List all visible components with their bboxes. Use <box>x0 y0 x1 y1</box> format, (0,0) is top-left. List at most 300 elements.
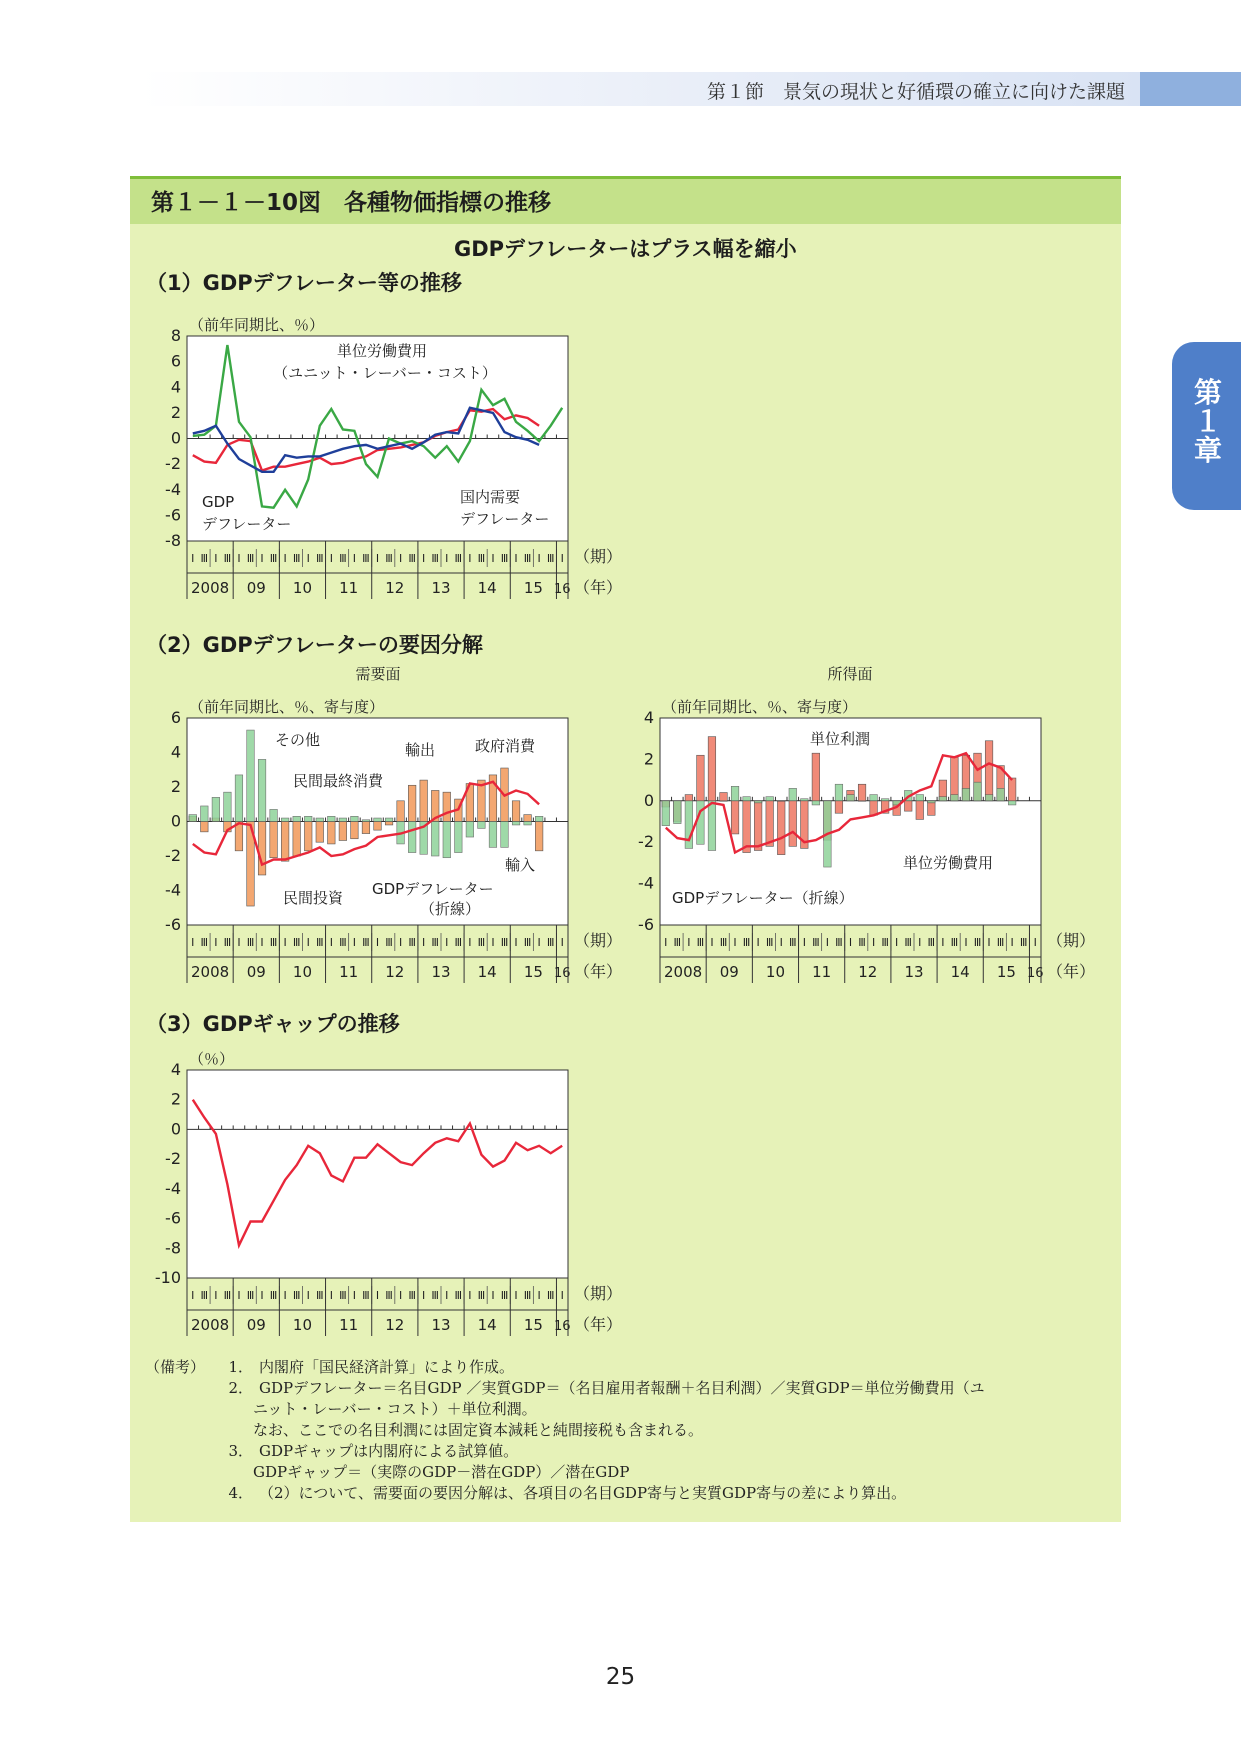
quarter-label: Ⅲ <box>719 936 728 949</box>
demand-bar-a <box>443 792 451 821</box>
quarter-label: Ⅲ <box>523 1289 532 1302</box>
quarter-label: Ⅲ <box>523 552 532 565</box>
quarter-label: Ⅰ <box>491 1289 495 1302</box>
y-tick-label: 2 <box>170 777 181 796</box>
quarter-label: Ⅰ <box>306 552 310 565</box>
year-label: 11 <box>812 963 832 981</box>
figure-subtitle: GDPデフレーターはプラス幅を縮小 <box>454 237 797 261</box>
demand-bar-b <box>443 822 451 858</box>
quarter-label: Ⅰ <box>375 552 380 565</box>
y-tick-label: -2 <box>165 1149 181 1169</box>
period-label: （期） <box>574 547 623 566</box>
demand-bar-a <box>258 822 266 875</box>
quarter-label: Ⅰ <box>445 1289 449 1302</box>
year-label: 09 <box>719 963 739 981</box>
annotation-gdp-sub: デフレーター <box>202 515 292 533</box>
year-label: 16 <box>553 966 571 981</box>
quarter-label: Ⅰ <box>283 936 287 949</box>
quarter-label: Ⅰ <box>514 552 518 565</box>
quarter-label: Ⅰ <box>895 936 899 949</box>
y-tick-label: -6 <box>165 505 181 525</box>
year-label: 14 <box>477 579 497 597</box>
quarter-label: Ⅲ <box>339 552 347 565</box>
income-bar-b <box>801 799 809 801</box>
demand-bar-b <box>224 792 232 821</box>
quarter-label: Ⅰ <box>964 936 968 949</box>
demand-bar-a <box>524 815 532 822</box>
y-tick-label: -6 <box>165 1208 181 1228</box>
quarter-label: Ⅰ <box>398 936 403 949</box>
quarter-label: Ⅲ <box>881 936 889 949</box>
quarter-label: Ⅲ <box>696 936 705 949</box>
demand-bar-b <box>212 797 220 821</box>
y-tick-label: 0 <box>170 811 181 831</box>
quarter-label: Ⅰ <box>398 1289 403 1302</box>
year-label: 12 <box>858 963 878 981</box>
quarter-label: Ⅲ <box>477 936 486 949</box>
y-tick-label: 4 <box>643 708 654 727</box>
quarter-label: Ⅲ <box>835 936 843 949</box>
demand-bar-b <box>270 809 278 821</box>
demand-bar-a <box>351 822 359 839</box>
y-tick-label: 4 <box>170 742 181 762</box>
quarter-label: Ⅰ <box>468 552 472 565</box>
y-axis-label: （前年同期比、％） <box>189 316 325 334</box>
quarter-label: Ⅲ <box>269 936 278 949</box>
year-label: 15 <box>523 579 543 597</box>
demand-bar-b <box>304 816 312 821</box>
annotation-other: その他 <box>275 731 321 749</box>
quarter-label: Ⅲ <box>431 552 440 565</box>
quarter-label: Ⅲ <box>292 936 301 949</box>
income-bar-b <box>847 795 855 801</box>
demand-bar-a <box>339 822 347 841</box>
quarter-label: Ⅰ <box>260 552 264 565</box>
quarter-label: Ⅲ <box>950 936 959 949</box>
year-label: 16 <box>553 1319 571 1334</box>
demand-bar-b <box>408 822 416 853</box>
annotation-consumption: 民間最終消費 <box>293 772 384 790</box>
y-tick-label: 0 <box>643 790 654 810</box>
note-3 <box>145 1441 985 1462</box>
income-bar-b <box>870 795 878 801</box>
income-bar-a <box>731 801 739 834</box>
income-bar-b <box>858 801 866 802</box>
income-bar-b <box>697 801 705 844</box>
demand-bar-a <box>408 785 416 821</box>
demand-bar-b <box>339 818 347 821</box>
demand-bar-b <box>374 818 382 821</box>
demand-bar-a <box>512 801 520 822</box>
y-tick-label: -8 <box>165 1238 181 1258</box>
income-bar-a <box>985 741 993 801</box>
income-bar-a <box>743 801 751 853</box>
quarter-label: Ⅰ <box>445 552 449 565</box>
demand-bar-b <box>431 822 439 857</box>
quarter-label: Ⅰ <box>491 936 495 949</box>
quarter-label: Ⅲ <box>362 1289 370 1302</box>
quarter-label: Ⅰ <box>560 1289 564 1302</box>
note-number: 2． <box>228 1379 253 1397</box>
quarter-label: Ⅲ <box>454 1289 463 1302</box>
y-tick-label: 2 <box>170 402 181 422</box>
quarter-label: Ⅰ <box>848 936 853 949</box>
note-line: GDPギャップ＝（実際のGDP－潜在GDP）／潜在GDP <box>253 1463 630 1481</box>
year-label: 11 <box>339 579 359 597</box>
figure-title: 第１－１－10図 各種物価指標の推移 <box>151 190 552 216</box>
year-label: 12 <box>385 963 405 981</box>
year-label: 09 <box>246 579 266 597</box>
plot-area <box>187 1070 568 1278</box>
chart2-title: 需要面 <box>355 665 401 683</box>
quarter-label: Ⅲ <box>269 1289 278 1302</box>
year-label: 2008 <box>190 963 230 981</box>
annotation-exports: 輸出 <box>405 741 436 759</box>
annotation-unit-profit: 単位利潤 <box>810 730 871 748</box>
y-tick-label: -6 <box>165 915 181 934</box>
note-line: （2）について、需要面の要因分解は、各項目の名目GDP寄与と実質GDP寄与の差により算出。 <box>259 1484 907 1502</box>
quarter-label: Ⅲ <box>315 552 324 565</box>
quarter-label: Ⅰ <box>375 936 380 949</box>
income-bar-b <box>789 788 797 800</box>
quarter-label: Ⅲ <box>973 936 982 949</box>
period-label: （期） <box>574 1284 623 1303</box>
annotation-ulc: 単位労働費用 <box>336 342 428 360</box>
year-label: 10 <box>292 963 313 981</box>
quarter-label: Ⅰ <box>468 936 472 949</box>
quarter-label: Ⅲ <box>385 1289 393 1302</box>
income-bar-b <box>835 784 843 801</box>
chart3-title: 所得面 <box>827 665 873 683</box>
section3-title: （3）GDPギャップの推移 <box>146 1012 400 1036</box>
year-label: 12 <box>385 579 405 597</box>
year-label: 13 <box>904 963 924 981</box>
quarter-label: Ⅰ <box>445 936 449 949</box>
note-line: GDPギャップは内閣府による試算値。 <box>259 1442 519 1460</box>
quarter-label: Ⅰ <box>825 936 830 949</box>
note-number: 4． <box>228 1484 253 1502</box>
quarter-label: Ⅰ <box>710 936 714 949</box>
quarter-label: Ⅰ <box>491 552 495 565</box>
year-label: 15 <box>523 1316 543 1334</box>
income-bar-b <box>1008 801 1016 805</box>
note-2 <box>145 1378 985 1399</box>
quarter-label: Ⅲ <box>431 936 440 949</box>
quarter-label: Ⅲ <box>362 552 370 565</box>
demand-bar-a <box>304 822 312 851</box>
demand-bar-b <box>524 822 532 825</box>
income-bar-a <box>754 801 762 851</box>
y-tick-label: -6 <box>638 915 654 934</box>
year-label: 2008 <box>190 1316 230 1334</box>
demand-bar-b <box>512 822 520 825</box>
quarter-label: Ⅲ <box>339 1289 347 1302</box>
income-bar-a <box>916 801 924 820</box>
demand-bar-a <box>293 822 301 857</box>
year-label: 2008 <box>190 579 230 597</box>
income-bar-b <box>708 801 716 851</box>
quarter-label: Ⅰ <box>260 936 264 949</box>
y-axis-label: （前年同期比、％、寄与度） <box>662 698 858 716</box>
quarter-label: Ⅰ <box>214 936 218 949</box>
demand-bar-b <box>258 759 266 821</box>
quarter-label: Ⅰ <box>398 552 403 565</box>
year-label: 09 <box>246 963 266 981</box>
y-tick-label: 8 <box>170 326 181 345</box>
section-header: 第１節 景気の現状と好循環の確立に向けた課題 <box>706 81 1125 103</box>
income-bar-b <box>951 795 959 801</box>
quarter-label: Ⅰ <box>918 936 922 949</box>
quarter-label: Ⅰ <box>468 1289 472 1302</box>
quarter-label: Ⅰ <box>214 552 218 565</box>
year-unit-label: （年） <box>574 578 623 597</box>
year-label: 09 <box>246 1316 266 1334</box>
quarter-label: Ⅲ <box>788 936 797 949</box>
quarter-label: Ⅰ <box>306 936 310 949</box>
quarter-label: Ⅲ <box>339 936 347 949</box>
note-1 <box>145 1357 985 1378</box>
demand-bar-b <box>235 775 243 822</box>
quarter-label: Ⅰ <box>802 936 806 949</box>
demand-bar-a <box>535 822 543 851</box>
y-tick-label: -4 <box>638 873 654 893</box>
y-tick-label: 2 <box>170 1089 181 1109</box>
annotation-unit-labor-cost: 単位労働費用 <box>903 854 994 872</box>
demand-bar-b <box>201 806 209 822</box>
quarter-label: Ⅰ <box>733 936 737 949</box>
quarter-label: Ⅰ <box>871 936 876 949</box>
demand-bar-a <box>270 822 278 858</box>
quarter-label: Ⅰ <box>1010 936 1014 949</box>
notes-label: （備考） <box>145 1358 206 1376</box>
income-bar-a <box>685 795 693 801</box>
quarter-label: Ⅲ <box>292 1289 301 1302</box>
annotation-gdp-deflator: GDPデフレーター <box>372 880 494 898</box>
quarter-label: Ⅰ <box>352 936 357 949</box>
quarter-label: Ⅰ <box>306 1289 310 1302</box>
quarter-label: Ⅲ <box>546 1289 555 1302</box>
year-label: 13 <box>431 963 451 981</box>
quarter-label: Ⅲ <box>408 552 416 565</box>
income-bar-b <box>766 797 774 801</box>
chapter-tab-label: 第１章 <box>1193 376 1222 467</box>
annotation-domestic: 国内需要 <box>460 488 521 506</box>
note-line: なお、ここでの名目利潤には固定資本減耗と純間接税も含まれる。 <box>253 1421 704 1439</box>
quarter-label: Ⅰ <box>329 552 333 565</box>
quarter-label: Ⅰ <box>191 552 195 565</box>
quarter-label: Ⅰ <box>352 552 357 565</box>
income-bar-a <box>789 801 797 847</box>
quarter-label: Ⅰ <box>514 936 518 949</box>
quarter-label: Ⅲ <box>812 936 820 949</box>
quarter-label: Ⅲ <box>385 552 393 565</box>
demand-bar-b <box>247 730 255 821</box>
quarter-label: Ⅲ <box>742 936 751 949</box>
quarter-label: Ⅲ <box>200 552 209 565</box>
note-line: 内閣府「国民経済計算」により作成。 <box>259 1358 515 1376</box>
quarter-label: Ⅰ <box>237 1289 241 1302</box>
y-tick-label: 4 <box>170 1060 181 1079</box>
quarter-label: Ⅲ <box>546 936 555 949</box>
income-bar-b <box>881 799 889 801</box>
income-bar-a <box>1008 778 1016 801</box>
y-tick-label: 6 <box>170 351 181 371</box>
quarter-label: Ⅰ <box>1033 936 1037 949</box>
income-bar-a <box>812 753 820 801</box>
quarter-label: Ⅲ <box>385 936 393 949</box>
y-tick-label: -4 <box>165 880 181 900</box>
income-bar-b <box>674 801 682 824</box>
income-bar-b <box>662 801 670 826</box>
income-bar-a <box>835 801 843 813</box>
year-label: 10 <box>292 1316 313 1334</box>
demand-bar-b <box>455 822 463 853</box>
income-bar-a <box>904 801 912 811</box>
annotation-line-note: （折線） <box>420 900 481 918</box>
income-bar-a <box>766 801 774 847</box>
quarter-label: Ⅰ <box>329 936 333 949</box>
demand-bar-b <box>362 820 370 822</box>
demand-bar-a <box>316 822 324 843</box>
income-bar-b <box>754 801 762 803</box>
demand-bar-a <box>420 780 428 821</box>
quarter-label: Ⅰ <box>422 936 426 949</box>
quarter-label: Ⅲ <box>477 552 486 565</box>
quarter-label: Ⅲ <box>477 1289 486 1302</box>
income-bar-a <box>777 801 785 855</box>
quarter-label: Ⅰ <box>687 936 691 949</box>
page-number: 25 <box>605 1664 636 1690</box>
year-label: 14 <box>950 963 970 981</box>
demand-bar-a <box>328 822 336 844</box>
quarter-label: Ⅲ <box>858 936 866 949</box>
quarter-label: Ⅰ <box>560 936 564 949</box>
year-label: 10 <box>292 579 313 597</box>
quarter-label: Ⅰ <box>191 1289 195 1302</box>
demand-bar-a <box>374 822 382 831</box>
quarter-label: Ⅲ <box>500 936 509 949</box>
year-label: 11 <box>339 963 359 981</box>
demand-bar-b <box>478 822 486 829</box>
quarter-label: Ⅲ <box>223 936 232 949</box>
income-bar-a <box>720 793 728 801</box>
year-label: 13 <box>431 579 451 597</box>
y-axis-label: （％） <box>189 1050 235 1068</box>
quarter-label: Ⅲ <box>292 552 301 565</box>
income-bar-b <box>743 797 751 801</box>
quarter-label: Ⅲ <box>246 552 255 565</box>
income-bar-b <box>777 801 785 802</box>
quarter-label: Ⅰ <box>779 936 783 949</box>
y-tick-label: -4 <box>165 479 181 499</box>
year-label: 12 <box>385 1316 405 1334</box>
y-tick-label: -4 <box>165 1178 181 1198</box>
note-number: 1． <box>228 1358 253 1376</box>
note-4 <box>145 1483 985 1504</box>
y-tick-label: -2 <box>638 832 654 852</box>
demand-bar-a <box>385 822 393 825</box>
income-bar-a <box>708 737 716 801</box>
y-tick-label: 6 <box>170 708 181 727</box>
demand-bar-b <box>351 816 359 821</box>
quarter-label: Ⅲ <box>904 936 913 949</box>
demand-bar-a <box>281 822 289 862</box>
demand-bar-b <box>385 818 393 821</box>
income-bar-a <box>951 757 959 800</box>
quarter-label: Ⅲ <box>362 936 370 949</box>
year-label: 14 <box>477 1316 497 1334</box>
quarter-label: Ⅲ <box>454 552 463 565</box>
year-label: 16 <box>1026 966 1044 981</box>
annotation-ulc-sub: （ユニット・レーバー・コスト） <box>273 364 497 382</box>
quarter-label: Ⅰ <box>537 936 541 949</box>
quarter-label: Ⅰ <box>237 552 241 565</box>
income-bar-b <box>985 795 993 801</box>
quarter-label: Ⅲ <box>408 936 416 949</box>
demand-bar-b <box>466 822 474 838</box>
income-bar-b <box>974 782 982 801</box>
quarter-label: Ⅰ <box>352 1289 357 1302</box>
quarter-label: Ⅲ <box>523 936 532 949</box>
quarter-label: Ⅲ <box>315 936 324 949</box>
quarter-label: Ⅲ <box>454 936 463 949</box>
quarter-label: Ⅲ <box>927 936 936 949</box>
income-bar-b <box>812 801 820 805</box>
demand-bar-a <box>362 822 370 834</box>
income-bar-b <box>997 788 1005 800</box>
y-tick-label: 0 <box>170 1119 181 1139</box>
quarter-label: Ⅰ <box>560 552 564 565</box>
y-tick-label: 0 <box>170 428 181 448</box>
annotation-gdp: GDP <box>202 493 235 511</box>
quarter-label: Ⅰ <box>422 552 426 565</box>
year-unit-label: （年） <box>574 1315 623 1334</box>
quarter-label: Ⅲ <box>246 1289 255 1302</box>
quarter-label: Ⅰ <box>987 936 991 949</box>
quarter-label: Ⅲ <box>431 1289 440 1302</box>
annotation-imports: 輸入 <box>505 856 536 874</box>
quarter-label: Ⅰ <box>375 1289 380 1302</box>
demand-bar-b <box>293 816 301 821</box>
quarter-label: Ⅲ <box>315 1289 324 1302</box>
quarter-label: Ⅲ <box>408 1289 416 1302</box>
quarter-label: Ⅰ <box>664 936 668 949</box>
income-bar-b <box>962 788 970 800</box>
demand-bar-a <box>201 822 209 832</box>
quarter-label: Ⅰ <box>214 1289 218 1302</box>
demand-bar-b <box>189 815 197 822</box>
quarter-label: Ⅲ <box>1019 936 1028 949</box>
quarter-label: Ⅰ <box>422 1289 426 1302</box>
income-bar-a <box>858 784 866 801</box>
quarter-label: Ⅰ <box>283 552 287 565</box>
year-unit-label: （年） <box>574 962 623 981</box>
year-label: 15 <box>523 963 543 981</box>
y-tick-label: 4 <box>170 377 181 397</box>
quarter-label: Ⅰ <box>514 1289 518 1302</box>
quarter-label: Ⅰ <box>283 1289 287 1302</box>
quarter-label: Ⅲ <box>765 936 774 949</box>
annotation-domestic-sub: デフレーター <box>460 510 550 528</box>
quarter-label: Ⅲ <box>269 552 278 565</box>
annotation-investment: 民間投資 <box>283 889 344 907</box>
annotation-gdp-deflator: GDPデフレーター（折線） <box>672 889 854 907</box>
quarter-label: Ⅰ <box>329 1289 333 1302</box>
quarter-label: Ⅲ <box>546 552 555 565</box>
quarter-label: Ⅰ <box>537 552 541 565</box>
income-bar-b <box>720 801 728 802</box>
y-tick-label: -8 <box>165 531 181 550</box>
